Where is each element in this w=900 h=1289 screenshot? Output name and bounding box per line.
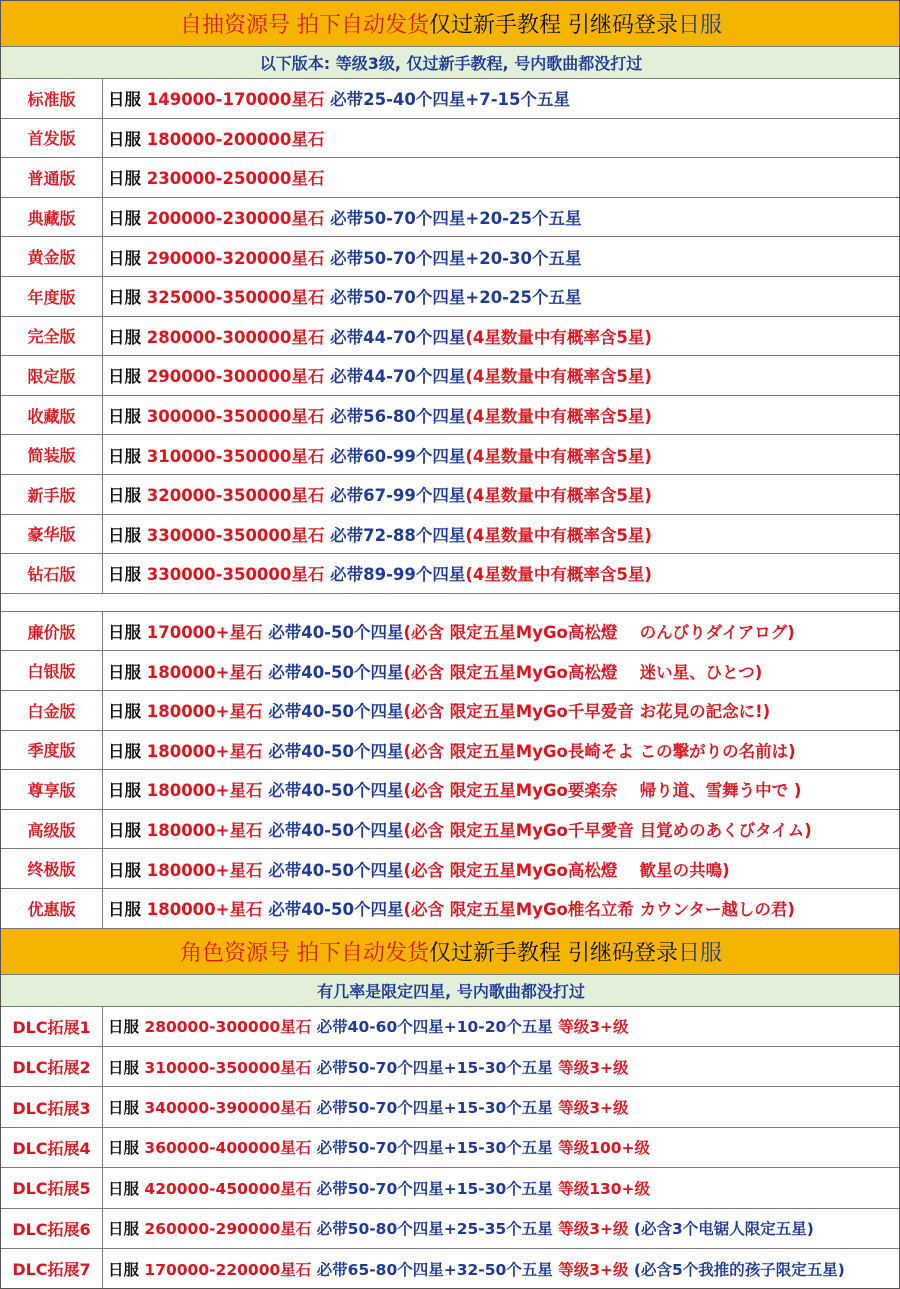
edition-details [103, 698, 900, 722]
note-text: (4星数量中有概率含5星) [465, 486, 652, 506]
stars-text: 必带40-50个四星 [262, 900, 404, 920]
stars-text: 必带40-50个四星 [262, 623, 404, 643]
table-row [1, 554, 900, 594]
server-text: 日服 [108, 169, 147, 189]
stars-text: 必带50-70个四星+15-30个五星 [311, 1058, 553, 1077]
price-text: 170000-220000星石 [144, 1260, 312, 1279]
stars-text: 必带65-80个四星+32-50个五星 [311, 1260, 553, 1279]
server-text: 日服 [108, 407, 147, 427]
server-text: 日服 [108, 209, 147, 229]
table-row [1, 849, 900, 889]
price-text: 180000+星石 [146, 781, 263, 801]
server-text: 日服 [108, 662, 147, 682]
stars-text: 必带50-70个四星+20-30个五星 [324, 248, 582, 268]
table-row [1, 515, 900, 555]
table-row [1, 475, 900, 515]
server-text: 日服 [108, 1220, 145, 1239]
level-text: 等级3+级 [552, 1220, 629, 1239]
note-text: (必含 限定五星MyGo長崎そよ この撃がりの名前は) [403, 741, 796, 761]
edition-details [103, 522, 900, 546]
edition-label: DLC拓展5 [1, 1168, 103, 1207]
price-text: 330000-350000星石 [146, 565, 325, 585]
edition-label: 标准版 [1, 79, 103, 118]
edition-details [103, 777, 900, 801]
server-text: 日服 [108, 90, 147, 110]
edition-label: 钻石版 [1, 554, 103, 593]
edition-label: DLC拓展4 [1, 1128, 103, 1167]
edition-label: DLC拓展3 [1, 1087, 103, 1126]
subheader-text: 有几率是限定四星, 号内歌曲都没打过 [317, 981, 585, 1001]
stars-text: 必带40-50个四星 [262, 741, 404, 761]
edition-label: 终极版 [1, 849, 103, 888]
note-text: (4星数量中有概率含5星) [465, 525, 652, 545]
stars-text: 必带56-80个四星 [324, 407, 466, 427]
table-row [1, 356, 900, 396]
table-row [1, 277, 900, 317]
table-row [1, 198, 900, 238]
edition-label: 豪华版 [1, 515, 103, 554]
subheader-text: 以下版本: 等级3级, 仅过新手教程, 号内歌曲都没打过 [259, 54, 643, 73]
edition-label: 高级版 [1, 810, 103, 849]
price-text: 180000+星石 [146, 741, 263, 761]
edition-details [103, 1177, 900, 1199]
server-text: 日服 [108, 129, 147, 149]
edition-label: 典藏版 [1, 198, 103, 237]
note-text: (必含 限定五星MyGo千早爱音 お花見の記念に!) [403, 702, 771, 722]
price-text: 180000-200000星石 [146, 129, 325, 149]
edition-details [103, 896, 900, 920]
server-text: 日服 [108, 1018, 145, 1037]
edition-label: 白银版 [1, 651, 103, 690]
note-text: (必含 限定五星MyGo高松燈 迷い星、ひとつ) [403, 662, 763, 682]
stars-text: 必带44-70个四星 [324, 327, 466, 347]
edition-label: DLC拓展6 [1, 1209, 103, 1248]
table-row [1, 1087, 900, 1127]
price-text: 200000-230000星石 [146, 209, 325, 229]
edition-details [103, 619, 900, 643]
price-text: 170000+星石 [146, 623, 263, 643]
price-text: 330000-350000星石 [146, 525, 325, 545]
server-text: 日服 [108, 565, 147, 585]
price-text: 290000-320000星石 [146, 248, 325, 268]
table-row [1, 889, 900, 929]
table-row [1, 435, 900, 475]
table-row [1, 396, 900, 436]
table-row [1, 731, 900, 771]
server-text: 日服 [108, 781, 147, 801]
edition-details [103, 324, 900, 348]
stars-text: 必带40-60个四星+10-20个五星 [311, 1018, 553, 1037]
edition-label: DLC拓展7 [1, 1249, 103, 1288]
edition-details [103, 817, 900, 841]
edition-label: DLC拓展1 [1, 1007, 103, 1046]
edition-details [103, 738, 900, 762]
table-row [1, 79, 900, 119]
stars-text: 必带40-50个四星 [262, 702, 404, 722]
table-row [1, 691, 900, 731]
note-text: (4星数量中有概率含5星) [465, 565, 652, 585]
note-text: (必含3个电锯人限定五星) [628, 1220, 814, 1239]
stars-text: 必带50-70个四星+15-30个五星 [311, 1179, 553, 1198]
edition-label: 收藏版 [1, 396, 103, 435]
server-text: 日服 [108, 486, 147, 506]
note-text: (必含 限定五星MyGo千早愛音 目覚めのあくびタイム) [403, 821, 812, 841]
edition-details [103, 86, 900, 110]
section2-subheader [1, 975, 900, 1007]
table-row [1, 1128, 900, 1168]
stars-text: 必带40-50个四星 [262, 781, 404, 801]
header-requirements: 仅过新手教程 引继码登录 [428, 13, 678, 38]
note-text: (4星数量中有概率含5星) [465, 327, 652, 347]
level-text: 等级100+级 [552, 1139, 651, 1158]
edition-details [103, 659, 900, 683]
server-text: 日服 [108, 1139, 145, 1158]
edition-details [103, 1096, 900, 1118]
section2-header [1, 929, 900, 975]
note-text: (必含 限定五星MyGo椎名立希 カウンター越しの君) [403, 900, 795, 920]
edition-label: 季度版 [1, 731, 103, 770]
table-row [1, 1249, 900, 1289]
level-text: 等级3+级 [552, 1018, 629, 1037]
server-text: 日服 [108, 702, 147, 722]
header-requirements: 仅过新手教程 引继码登录 [428, 940, 678, 966]
note-text: (必含5个我推的孩子限定五星) [628, 1260, 845, 1279]
header-title: 自抽资源号 拍下自动发货 [179, 13, 429, 38]
price-text: 180000+星石 [146, 860, 263, 880]
edition-details [103, 482, 900, 506]
server-text: 日服 [108, 446, 147, 466]
edition-details [103, 443, 900, 467]
stars-text: 必带60-99个四星 [324, 446, 466, 466]
stars-text: 必带72-88个四星 [324, 525, 466, 545]
header-server: 日服 [677, 940, 722, 966]
level-text: 等级3+级 [552, 1260, 629, 1279]
server-text: 日服 [108, 367, 147, 387]
stars-text: 必带25-40个四星+7-15个五星 [324, 90, 571, 110]
table-row [1, 237, 900, 277]
edition-details [103, 363, 900, 387]
server-text: 日服 [108, 900, 147, 920]
table-row [1, 1209, 900, 1249]
price-text: 310000-350000星石 [146, 446, 325, 466]
price-text: 230000-250000星石 [146, 169, 325, 189]
edition-label: 黄金版 [1, 237, 103, 276]
note-text: (4星数量中有概率含5星) [465, 446, 652, 466]
section1-subheader [1, 47, 900, 79]
stars-text: 必带40-50个四星 [262, 662, 404, 682]
edition-details [103, 1136, 900, 1158]
table-row [1, 810, 900, 850]
edition-details [103, 284, 900, 308]
edition-label: 新手版 [1, 475, 103, 514]
note-text: (必含 限定五星MyGo高松燈 のんびりダイアログ) [403, 623, 795, 643]
edition-label: 限定版 [1, 356, 103, 395]
price-text: 360000-400000星石 [144, 1139, 312, 1158]
edition-label: 白金版 [1, 691, 103, 730]
price-text: 180000+星石 [146, 900, 263, 920]
note-text: (4星数量中有概率含5星) [465, 407, 652, 427]
server-text: 日服 [108, 1179, 145, 1198]
price-text: 300000-350000星石 [146, 407, 325, 427]
table-row [1, 770, 900, 810]
server-text: 日服 [108, 288, 147, 308]
stars-text: 必带67-99个四星 [324, 486, 466, 506]
price-text: 340000-390000星石 [144, 1099, 312, 1118]
edition-details [103, 1217, 900, 1239]
server-text: 日服 [108, 623, 147, 643]
edition-details [103, 1258, 900, 1280]
table-row [1, 119, 900, 159]
price-text: 280000-300000星石 [144, 1018, 312, 1037]
edition-details [103, 165, 900, 189]
server-text: 日服 [108, 741, 147, 761]
edition-label: 优惠版 [1, 889, 103, 928]
stars-text: 必带40-50个四星 [262, 821, 404, 841]
stars-text: 必带89-99个四星 [324, 565, 466, 585]
table-row [1, 158, 900, 198]
price-text: 149000-170000星石 [146, 90, 325, 110]
level-text: 等级130+级 [552, 1179, 651, 1198]
level-text: 等级3+级 [552, 1099, 629, 1118]
note-text: (必含 限定五星MyGo要楽奈 帰り道、雪舞う中で ) [403, 781, 802, 801]
edition-details [103, 126, 900, 150]
stars-text: 必带50-80个四星+25-35个五星 [311, 1220, 553, 1239]
spacer-row [1, 594, 900, 612]
server-text: 日服 [108, 1058, 145, 1077]
table-row [1, 1168, 900, 1208]
table-row [1, 1007, 900, 1047]
stars-text: 必带40-50个四星 [262, 860, 404, 880]
edition-details [103, 1015, 900, 1037]
price-text: 420000-450000星石 [144, 1179, 312, 1198]
table-row [1, 651, 900, 691]
price-text: 325000-350000星石 [146, 288, 325, 308]
price-text: 260000-290000星石 [144, 1220, 312, 1239]
price-text: 290000-300000星石 [146, 367, 325, 387]
edition-label: 年度版 [1, 277, 103, 316]
price-text: 280000-300000星石 [146, 327, 325, 347]
price-text: 180000+星石 [146, 662, 263, 682]
section1-header [1, 1, 900, 47]
price-text: 180000+星石 [146, 702, 263, 722]
edition-label: 尊享版 [1, 770, 103, 809]
edition-details [103, 1056, 900, 1078]
stars-text: 必带50-70个四星+15-30个五星 [311, 1099, 553, 1118]
edition-details [103, 245, 900, 269]
price-text: 180000+星石 [146, 821, 263, 841]
edition-label: 廉价版 [1, 612, 103, 651]
table-row [1, 317, 900, 357]
header-server: 日服 [677, 13, 722, 38]
price-text: 320000-350000星石 [146, 486, 325, 506]
level-text: 等级3+级 [552, 1058, 629, 1077]
stars-text: 必带44-70个四星 [324, 367, 466, 387]
edition-label: 简装版 [1, 435, 103, 474]
stars-text: 必带50-70个四星+15-30个五星 [311, 1139, 553, 1158]
edition-label: 首发版 [1, 119, 103, 158]
price-text: 310000-350000星石 [144, 1058, 312, 1077]
server-text: 日服 [108, 821, 147, 841]
edition-details [103, 857, 900, 881]
edition-label: 完全版 [1, 317, 103, 356]
stars-text: 必带50-70个四星+20-25个五星 [324, 288, 582, 308]
server-text: 日服 [108, 1099, 145, 1118]
edition-details [103, 561, 900, 585]
server-text: 日服 [108, 525, 147, 545]
stars-text: 必带50-70个四星+20-25个五星 [324, 209, 582, 229]
table-row [1, 612, 900, 652]
header-title: 角色资源号 拍下自动发货 [179, 940, 429, 966]
note-text: (必含 限定五星MyGo高松燈 歓星の共鳴) [403, 860, 730, 880]
server-text: 日服 [108, 860, 147, 880]
edition-details [103, 205, 900, 229]
server-text: 日服 [108, 1260, 145, 1279]
edition-label: DLC拓展2 [1, 1047, 103, 1086]
server-text: 日服 [108, 327, 147, 347]
edition-details [103, 403, 900, 427]
server-text: 日服 [108, 248, 147, 268]
edition-label: 普通版 [1, 158, 103, 197]
note-text: (4星数量中有概率含5星) [465, 367, 652, 387]
table-row [1, 1047, 900, 1087]
